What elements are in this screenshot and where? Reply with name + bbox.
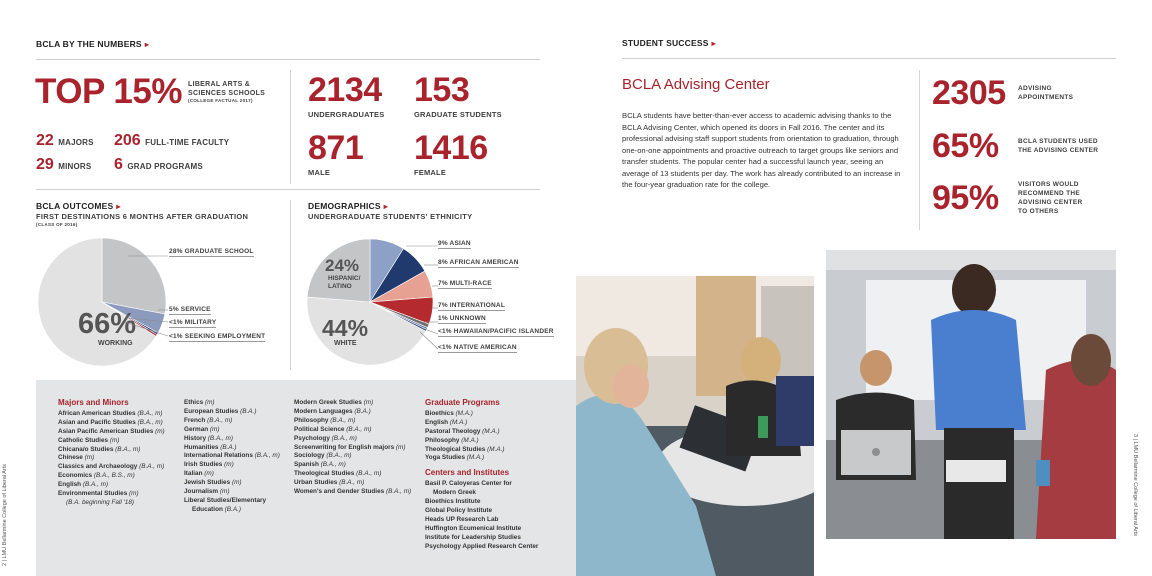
outcomes-center-value: 66% [78,308,137,340]
program-item: Screenwriting for English majors (m) [294,443,406,451]
center-item: Basil P. Caloyeras Center for [425,480,512,488]
program-item: English (M.A.) [425,418,468,426]
ethnicity-label-native-american: <1% NATIVE AMERICAN [438,344,517,351]
program-item: Asian Pacific American Studies (m) [58,427,165,435]
ethnicity-label-asian: 9% ASIAN [438,240,471,247]
section-title-student-success: STUDENT SUCCESS ▸ [622,38,716,48]
ethnicity-label-multi-race: 7% MULTI-RACE [438,280,492,287]
outcomes-subtitle: FIRST DESTINATIONS 6 MONTHS AFTER GRADUATION [36,212,249,221]
ethnicity-label-international: 7% INTERNATIONAL [438,302,505,309]
stat-used-center-value: 65% [932,127,999,165]
stat-used-center-label: BCLA STUDENTS USED THE ADVISING CENTER [1018,138,1099,154]
program-item: Jewish Studies (m) [184,479,242,487]
advising-heading: BCLA Advising Center [622,76,770,93]
program-item: Catholic Studies (m) [58,436,120,444]
center-item: Global Policy Institute [425,506,493,514]
divider-vertical [290,200,291,370]
rank-label: LIBERAL ARTS & SCIENCES SCHOOLS (COLLEGE FACTUAL 2017) [188,81,266,103]
program-item: Pastoral Theology (M.A.) [425,427,500,435]
program-item: African American Studies (B.A., m) [58,409,163,417]
program-item: Classics and Archaeology (B.A., m) [58,463,165,471]
program-item: International Relations (B.A., m) [184,452,280,460]
hispanic-label: HISPANIC/ [328,275,361,282]
program-item: Urban Studies (B.A., m) [294,479,365,487]
outcomes-label-graduate: 28% GRADUATE SCHOOL [169,248,254,255]
program-item: Education (B.A.) [192,505,241,513]
arrow-right-icon: ▸ [144,40,150,49]
demographics-title: DEMOGRAPHICS ▸ [308,201,388,211]
program-item: Irish Studies (m) [184,461,234,469]
divider [622,58,1116,59]
program-item: Theological Studies (B.A., m) [294,470,382,478]
program-item: (B.A. beginning Fall '18) [66,498,135,506]
program-item: Spanish (B.A., m) [294,461,346,469]
outcomes-note: (CLASS OF 2016) [36,222,78,227]
program-item: English (B.A., m) [58,481,109,489]
majors-minors-column [58,399,183,508]
outcomes-center-label: WORKING [98,340,133,347]
program-item: Philosophy (M.A.) [425,436,479,444]
divider-vertical [919,70,920,230]
demographics-subtitle: UNDERGRADUATE STUDENTS' ETHNICITY [308,212,473,221]
center-item: Heads UP Research Lab [425,515,499,523]
program-item: Economics (B.A., B.S., m) [58,472,135,480]
outcomes-label-seeking: <1% SEEKING EMPLOYMENT [169,333,266,340]
center-item: Bioethics Institute [425,498,481,506]
program-item: History (B.A., m) [184,434,234,442]
stat-minors: 29 MINORS [36,156,92,173]
hispanic-value: 24% [325,256,360,275]
rank-value: TOP 15% [35,72,182,111]
program-item: German (m) [184,425,220,433]
advisor-classroom-photo [826,250,1116,539]
white-value: 44% [322,315,369,341]
program-item: Yoga Studies (M.A.) [425,454,485,462]
ethnicity-label-african-american: 8% AFRICAN AMERICAN [438,259,519,266]
hispanic-label: LATINO [328,283,352,290]
stat-appointments-value: 2305 [932,74,1006,112]
program-item: Chicana/o Studies (B.A., m) [58,445,141,453]
outcomes-title: BCLA OUTCOMES ▸ [36,201,121,211]
stat-grad-programs: 6 GRAD PROGRAMS [114,156,203,173]
program-item: Political Science (B.A., m) [294,425,372,433]
arrow-right-icon: ▸ [711,39,716,48]
program-item: Environmental Studies (m) [58,490,139,498]
graduate-programs-heading: Graduate Programs [425,398,500,407]
program-item: European Studies (B.A.) [184,407,257,415]
centers-heading: Centers and Institutes [425,468,510,478]
program-item: Theological Studies (M.A.) [425,445,505,453]
program-item: Sociology (B.A., m) [294,452,352,460]
program-item: Liberal Studies/Elementary [184,496,267,504]
stat-graduate-students: 153 GRADUATE STUDENTS [414,71,502,119]
majors-minors-heading: Majors and Minors [58,398,129,407]
section-title-numbers: BCLA BY THE NUMBERS ▸ [36,39,150,49]
program-item: French (B.A., m) [184,416,233,424]
center-item: Huffington Ecumenical Institute [425,524,522,532]
program-item: Asian and Pacific Studies (B.A., m) [58,418,163,426]
program-item: Chinese (m) [58,454,95,462]
majors-minors-column-2 [184,399,294,515]
center-item: Institute for Leadership Studies [425,533,521,541]
stat-undergraduates: 2134 UNDERGRADUATES [308,71,385,119]
center-item: Psychology Applied Research Center [425,542,539,550]
advising-body: BCLA students have better-than-ever access to academic advising thanks to the BCLA Advising Center, which opened its doors in Fall 2016. The center and its professional advising staff support students from orientation to graduation, through one-on-one appointments and proactive outreach to target groups like seniors and transfer students. The popular center had a successful launch year, seeing an average of 13 students per day. The work has already contributed to an increase in the four-year graduation rate for the college. [622,111,901,189]
arrow-right-icon: ▸ [383,202,388,211]
outcomes-label-military: <1% MILITARY [169,319,217,326]
stat-faculty: 206 FULL-TIME FACULTY [114,132,230,149]
arrow-right-icon: ▸ [116,202,121,211]
stat-male: 871 MALE [308,129,364,177]
stat-appointments-label: ADVISING APPOINTMENTS [1018,85,1074,101]
program-item: Humanities (B.A.) [184,443,237,451]
stat-recommend-value: 95% [932,179,999,217]
graduate-programs-column [425,399,565,552]
outcomes-label-service: 5% SERVICE [169,306,211,313]
divider [36,189,540,190]
page-footer-right: 3 | LMU Bellarmine College of Liberal Arts [1132,434,1138,537]
divider [36,59,540,60]
stat-female: 1416 FEMALE [414,129,488,177]
stat-recommend-label: VISITORS WOULD RECOMMEND THE ADVISING CENTER TO OTHERS [1018,181,1083,215]
program-item: Journalism (m) [184,488,230,496]
program-item: Modern Languages (B.A.) [294,407,371,415]
divider-vertical [290,70,291,184]
program-item: Ethics (m) [184,399,215,406]
page-footer-left: 2 | LMU Bellarmine College of Liberal Arts [2,463,8,566]
program-item: Modern Greek Studies (m) [294,399,374,406]
program-item: Philosophy (B.A., m) [294,416,356,424]
ethnicity-label-unknown: 1% UNKNOWN [438,315,486,322]
students-laptops-photo [576,276,814,576]
stat-majors: 22 MAJORS [36,132,94,149]
program-item: Psychology (B.A., m) [294,434,357,442]
white-label: WHITE [334,340,357,347]
program-item: Bioethics (M.A.) [425,409,473,417]
program-item: Italian (m) [184,470,214,478]
center-item: Modern Greek [433,489,476,497]
ethnicity-leader-lines [400,236,440,356]
majors-minors-column-3 [294,399,422,497]
ethnicity-label-hawaiian: <1% HAWAIIAN/PACIFIC ISLANDER [438,328,554,335]
program-item: Women's and Gender Studies (B.A., m) [294,488,412,496]
